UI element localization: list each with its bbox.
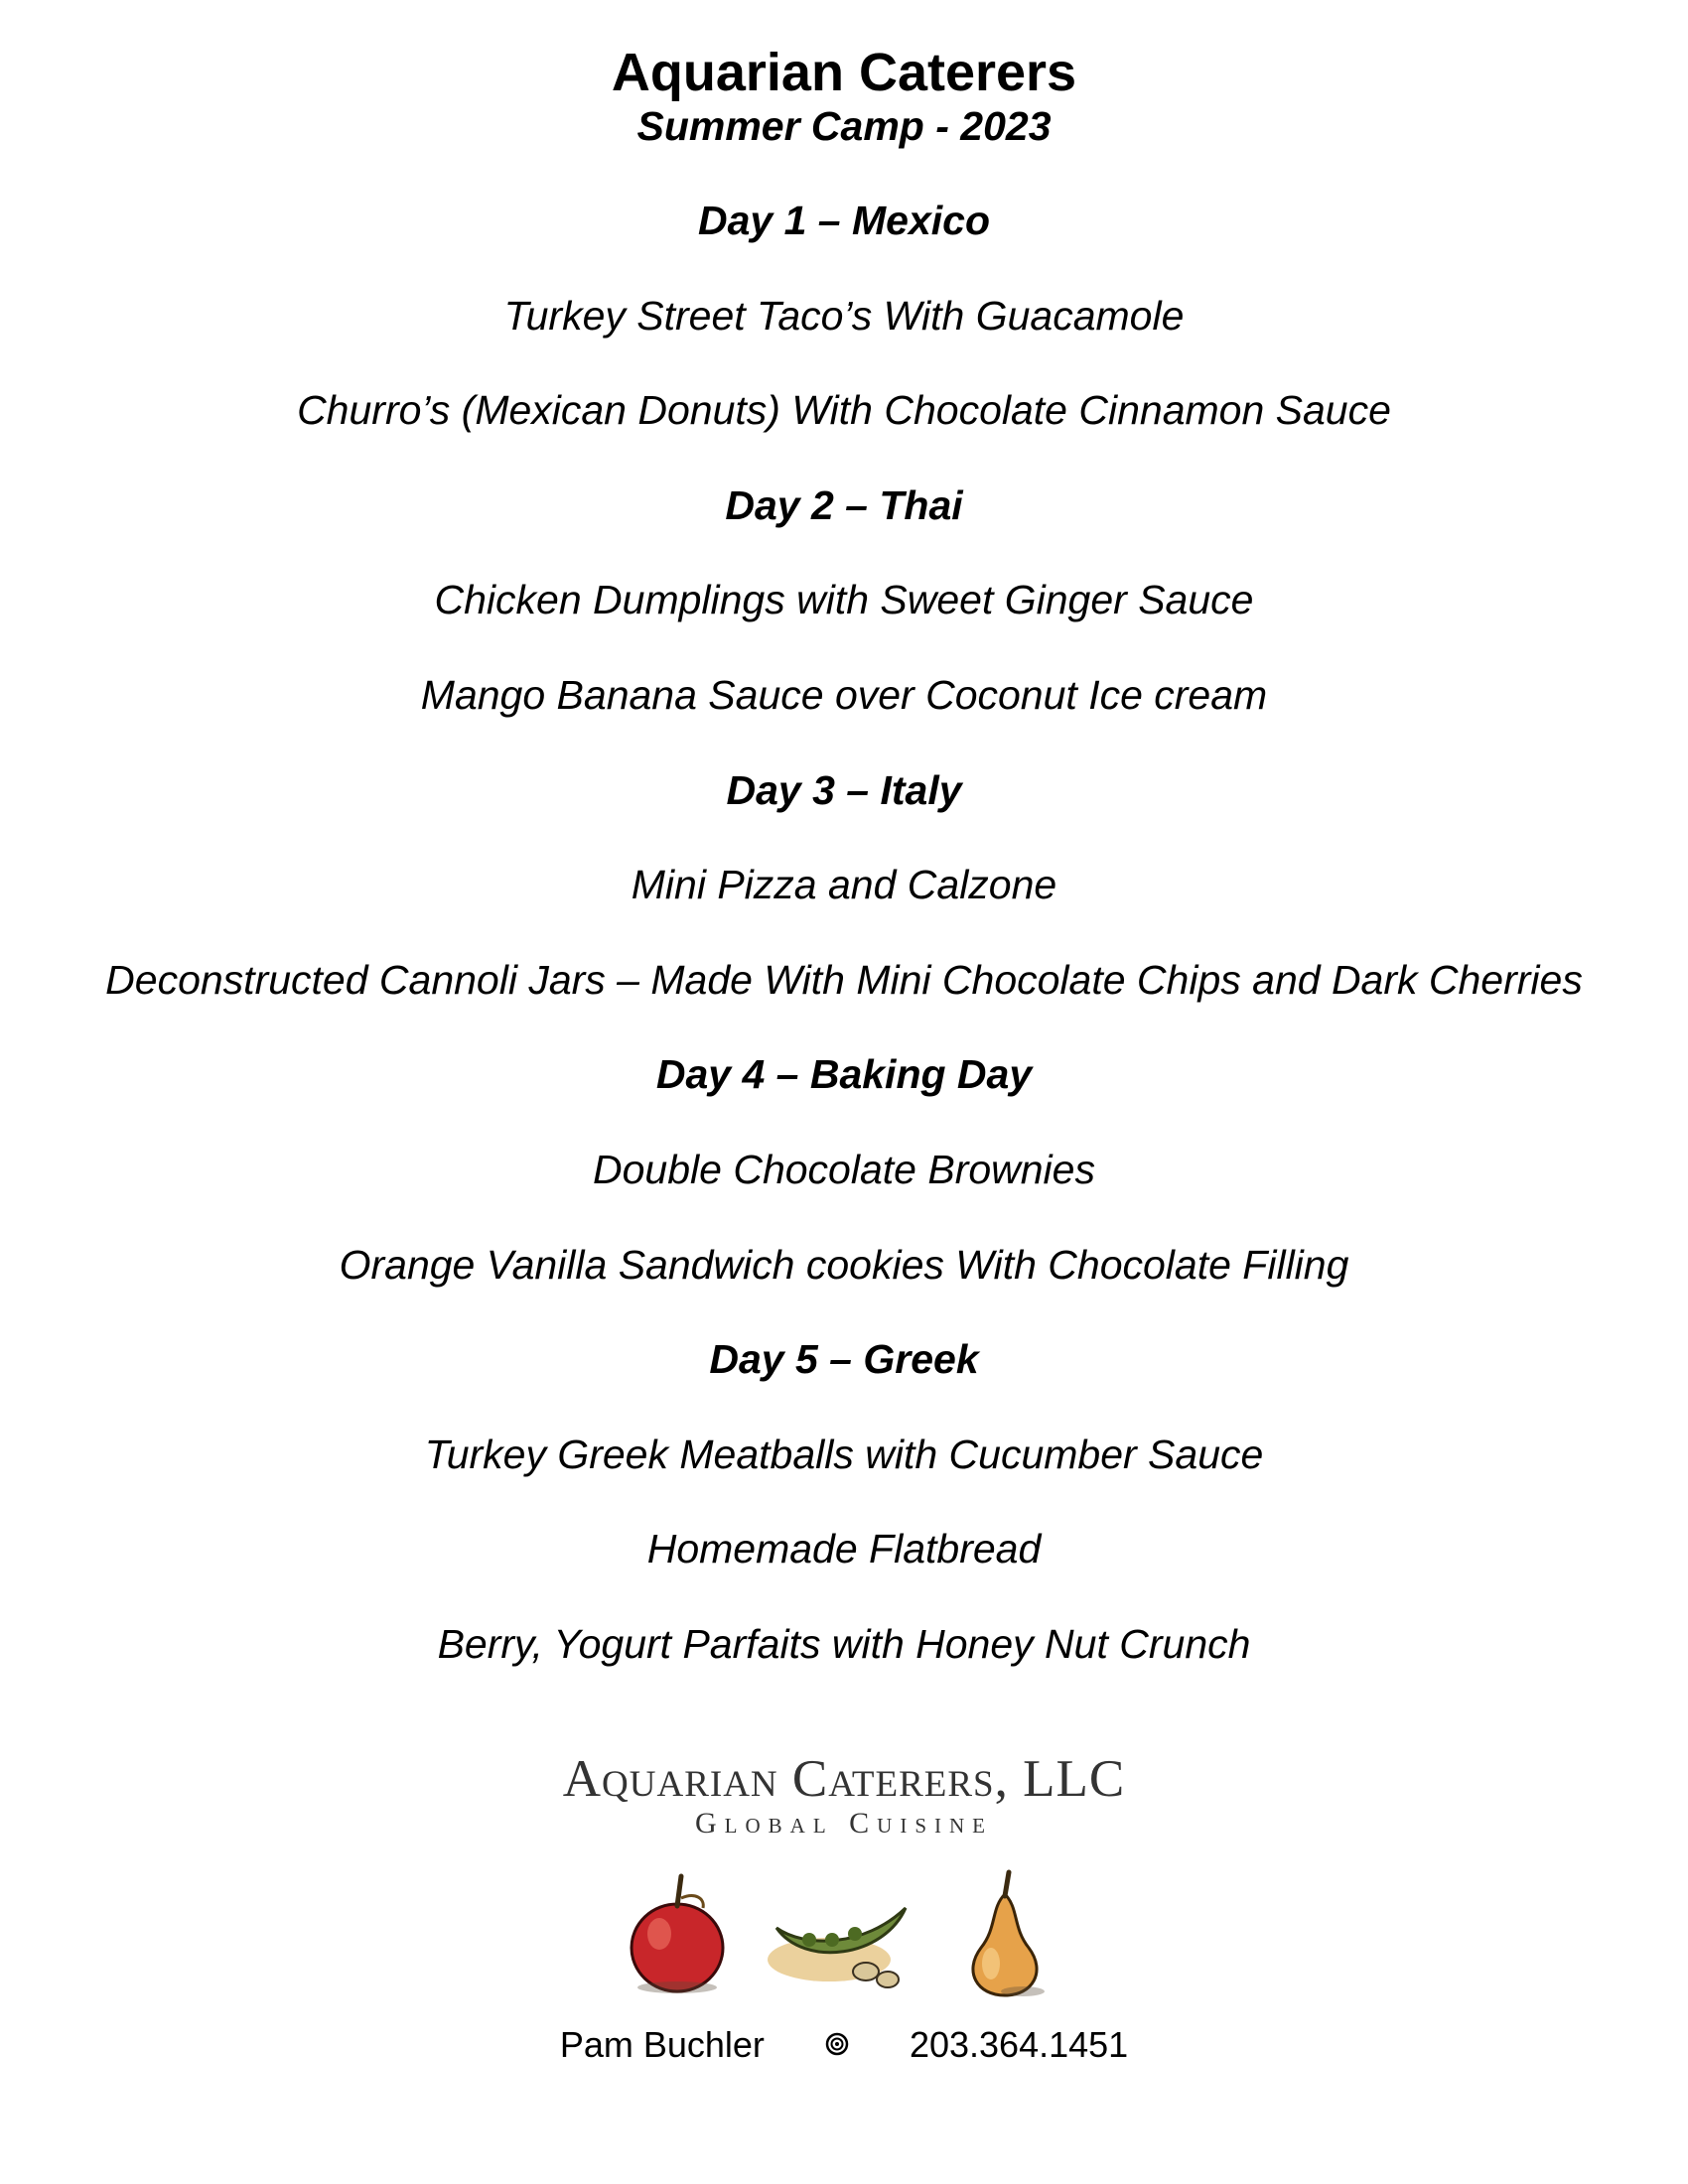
menu-dish: Mango Banana Sauce over Coconut Ice cream (420, 671, 1268, 718)
menu-dish: Turkey Street Taco’s With Guacamole (503, 292, 1185, 339)
contact-line (0, 2020, 1688, 2068)
menu-day-heading: Day 3 – Italy (726, 766, 962, 813)
menu-dish: Homemade Flatbread (646, 1526, 1042, 1572)
page-title: Aquarian Caterers (611, 43, 1077, 102)
target-bullet-icon (824, 2022, 850, 2068)
menu-dish: Deconstructed Cannoli Jars – Made With Mini Chocolate Chips and Dark Cherries (105, 956, 1583, 1003)
menu-dish: Orange Vanilla Sandwich cookies With Chocolate Filling (339, 1241, 1349, 1288)
menu-dish: Double Chocolate Brownies (593, 1146, 1095, 1192)
menu-dish: Mini Pizza and Calzone (631, 862, 1057, 908)
menu-list (0, 191, 1688, 1709)
menu-day-heading: Day 1 – Mexico (698, 198, 990, 243)
page-subtitle: Summer Camp - 2023 (636, 103, 1052, 149)
logo-company-name: Aquarian Caterers, LLC (562, 1750, 1126, 1808)
apple-icon (632, 1876, 723, 1993)
menu-day-heading: Day 2 – Thai (725, 481, 963, 528)
pear-icon (973, 1872, 1045, 1996)
menu-day-heading: Day 5 – Greek (709, 1336, 979, 1383)
contact-name: Pam Buchler (559, 2024, 765, 2066)
menu-day-heading: Day 4 – Baking Day (655, 1051, 1033, 1098)
contact-phone: 203.364.1451 (909, 2024, 1129, 2066)
menu-dish: Berry, Yogurt Parfaits with Honey Nut Crunch (437, 1620, 1251, 1667)
menu-dish: Churro’s (Mexican Donuts) With Chocolate Cinnamon Sauce (297, 387, 1391, 434)
menu-dish: Chicken Dumplings with Sweet Ginger Sauce (434, 577, 1254, 623)
produce-illustrations (0, 1868, 1688, 1997)
pea-pod-icon (768, 1908, 906, 1987)
logo-tagline: Global Cuisine (695, 1807, 993, 1840)
menu-dish: Turkey Greek Meatballs with Cucumber Sauce (424, 1431, 1264, 1477)
